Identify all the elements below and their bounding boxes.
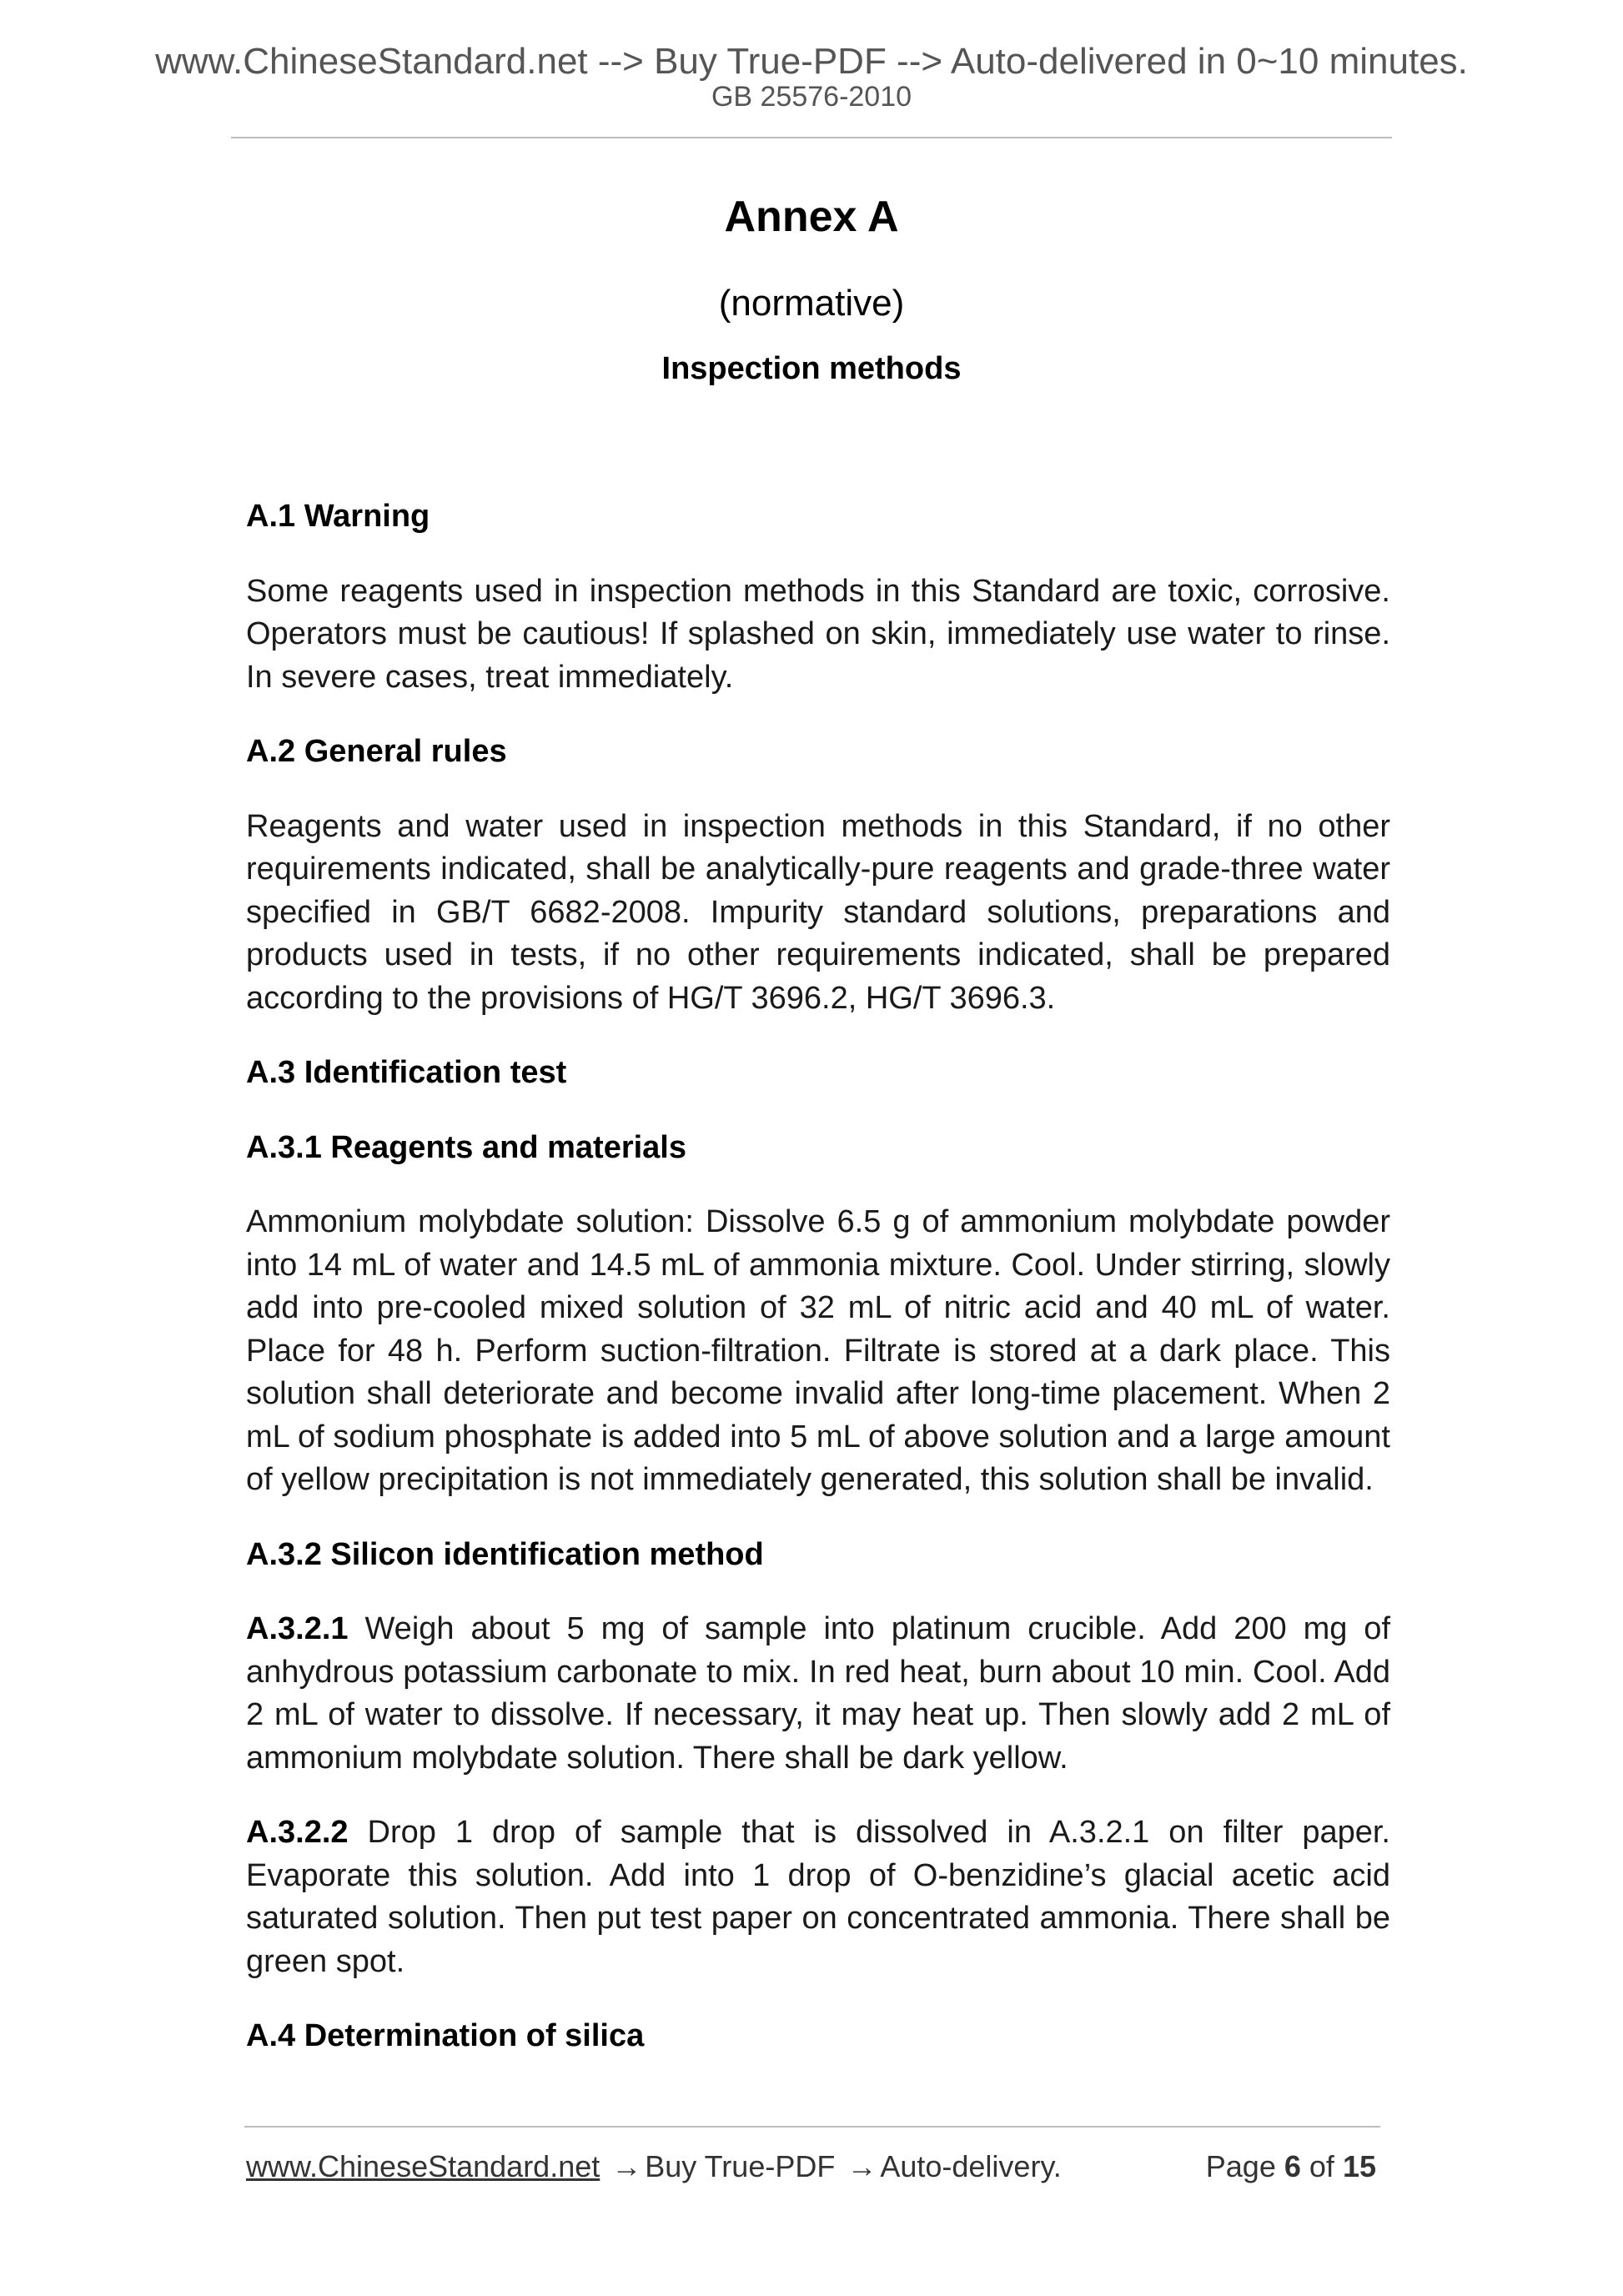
footer-promo	[246, 2148, 1062, 2185]
right-arrow-icon: →	[611, 2149, 642, 2183]
section-heading-a31: A.3.1 Reagents and materials	[246, 1129, 686, 1165]
section-heading-a4: A.4 Determination of silica	[246, 2018, 645, 2053]
page-of: of	[1309, 2149, 1334, 2183]
clause-label-a321: A.3.2.1	[246, 1611, 349, 1646]
site-link[interactable]: www.ChineseStandard.net	[246, 2149, 600, 2183]
annex-subtitle: Inspection methods	[661, 351, 962, 386]
section-heading-a3: A.3 Identification test	[246, 1055, 567, 1090]
header-divider	[231, 137, 1392, 138]
clause-text-a321: Weigh about 5 mg of sample into platinum crucible. Add 200 mg of anhydrous potassium carbonate to mix. In red heat, burn about 10 min. Cool. Add 2 mL of water to dissolve. If necessary, it may heat up. Then slowly add 2 mL of ammonium molybdate solution. There shall be dark yellow.	[246, 1611, 1391, 1776]
section-heading-a1: A.1 Warning	[246, 499, 430, 534]
section-text-a1: Some reagents used in inspection methods in this Standard are toxic, corrosive. Operators must be cautious! If splashed on skin, immediately use water to rinse. In severe cases, treat immediately.	[246, 573, 1390, 695]
section-heading-a32: A.3.2 Silicon identification method	[246, 1536, 764, 1572]
clause-a321	[246, 1608, 1390, 1780]
top-banner: www.ChineseStandard.net --> Buy True-PDF --> Auto-delivered in 0~10 minutes.	[155, 41, 1468, 82]
page-indicator	[1206, 2148, 1376, 2185]
section-heading-a2: A.2 General rules	[246, 734, 507, 769]
page-total: 15	[1342, 2149, 1376, 2183]
standard-code: GB 25576-2010	[711, 81, 912, 113]
page-label: Page	[1205, 2149, 1276, 2183]
right-arrow-icon: →	[847, 2149, 877, 2183]
annex-title: Annex A	[724, 193, 899, 241]
section-text-a31: Ammonium molybdate solution: Dissolve 6.5 g of ammonium molybdate powder into 14 mL of water and 14.5 mL of ammonia mixture. Cool. Under stirring, slowly add into pre-cooled mixed solution of 32 mL of nitric acid and 40 mL of water. Place for 48 h. Perform suction-filtration. Filtrate is stored at a dark place. This solution shall deteriorate and become invalid after long-time placement. When 2 mL of sodium phosphate is added into 5 mL of above solution and a large amount of yellow precipitation is not immediately generated, this solution shall be invalid.	[246, 1204, 1390, 1497]
clause-label-a322: A.3.2.2	[246, 1815, 349, 1850]
footer-buy-text: Buy True-PDF	[645, 2149, 836, 2183]
section-text-a2: Reagents and water used in inspection methods in this Standard, if no other requirements indicated, shall be analytically-pure reagents and grade-three water specified in GB/T 6682-2008. Impurity standard solutions, preparations and products used in tests, if no other requirements indicated, shall be prepared according to the provisions of HG/T 3696.2, HG/T 3696.3.	[246, 808, 1390, 1016]
footer-delivery-text: Auto-delivery.	[880, 2149, 1062, 2183]
document-body	[246, 495, 1390, 2090]
page-current: 6	[1284, 2149, 1301, 2183]
clause-text-a322: Drop 1 drop of sample that is dissolved in A.3.2.1 on filter paper. Evaporate this solution. Add into 1 drop of O-benzidine’s glacial acetic acid saturated solution. Then put test paper on concentrated ammonia. There shall be green spot.	[246, 1815, 1390, 1979]
clause-a322	[246, 1811, 1390, 1983]
annex-type: (normative)	[718, 283, 905, 324]
footer-divider	[244, 2126, 1380, 2128]
